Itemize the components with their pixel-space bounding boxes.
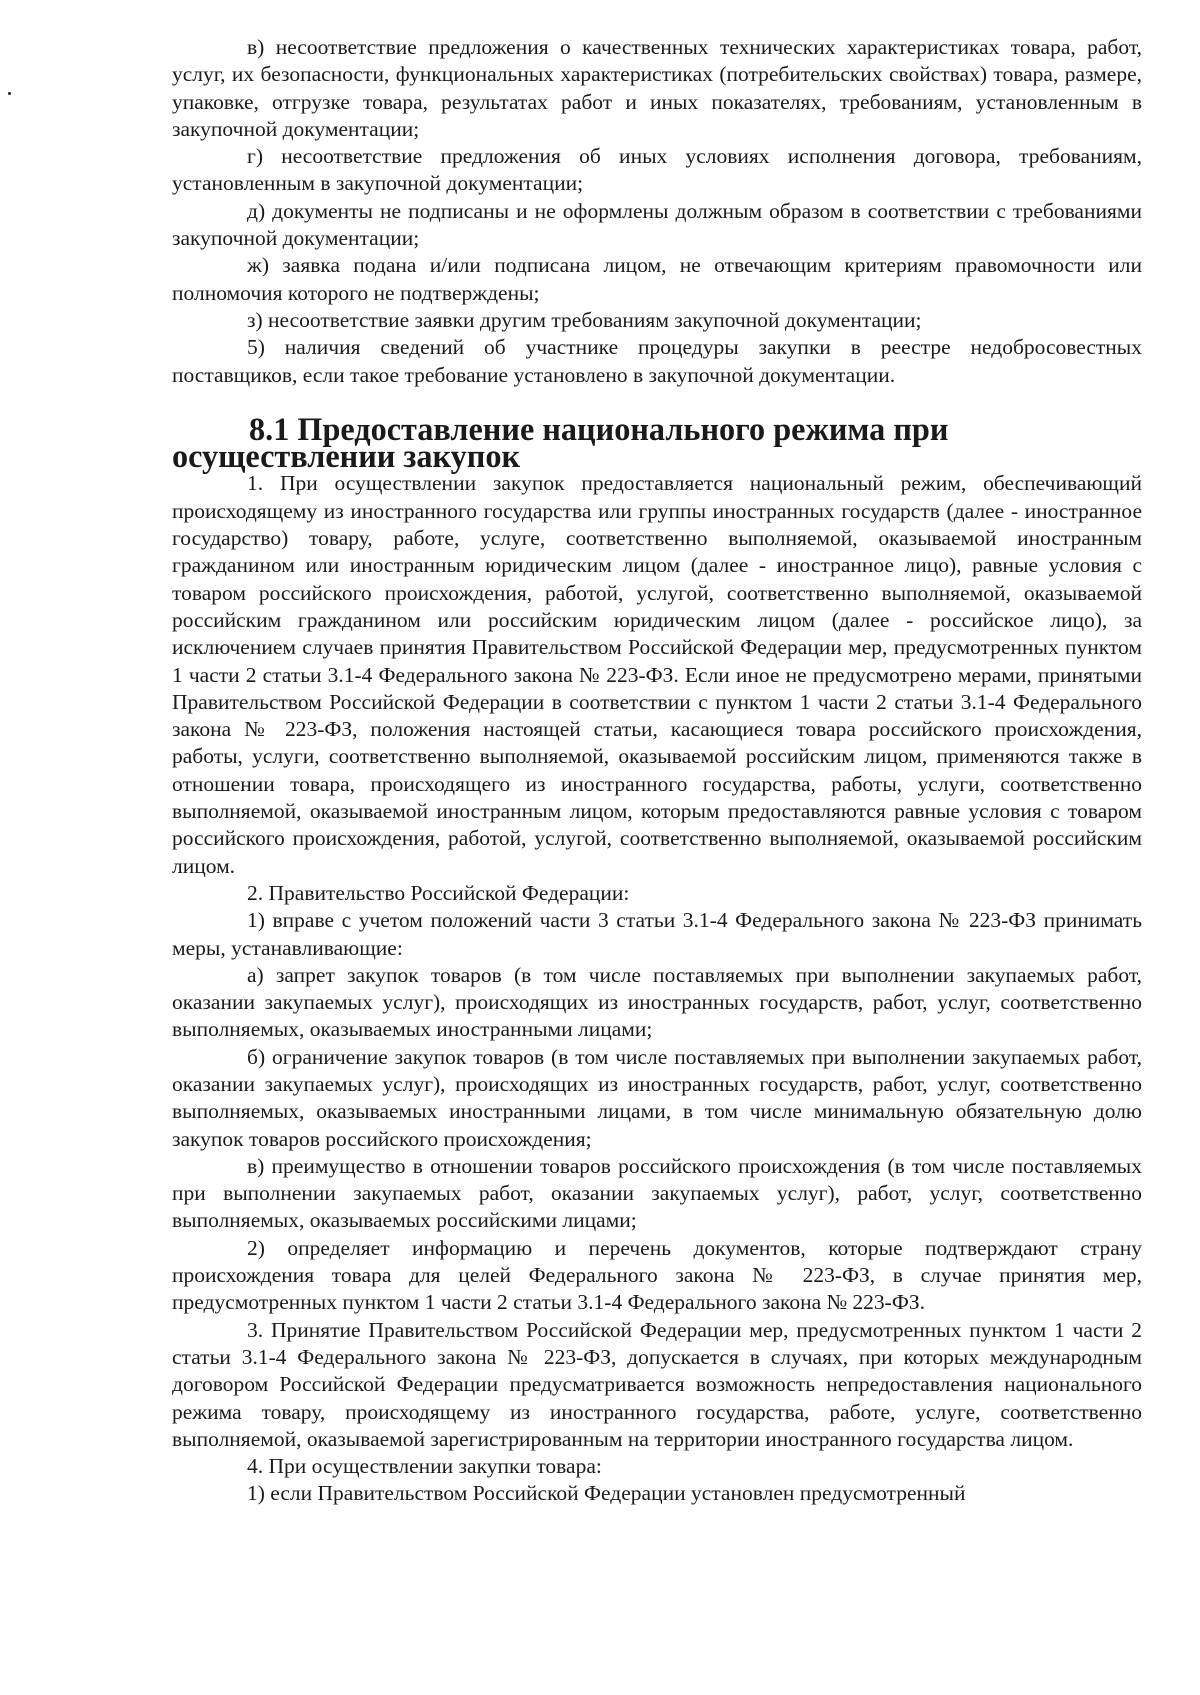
paragraph-measure-b: б) ограничение закупок товаров (в том числе поставляемых при выполнении закупаемых работ, оказании закупаемых услуг), происходящих из иностранных государств, работ, услуг, соответственно выполняемых, оказываемых иностранными лицами, в том числе минимальную обязательную долю закупок товаров российского происхождения; xyxy=(172,1044,1142,1151)
paragraph-purchase-4: 4. При осуществлении закупки товара: xyxy=(247,1454,602,1479)
paragraph-adoption-3: 3. Принятие Правительством Российской Федерации мер, предусмотренных пунктом 1 части 2 статьи 3.1-4 Федерального закона № 223-ФЗ, допускается в случаях, при которых международным договором Российской Федерации предусматривается возможность непредоставления национального режима товару, происходящему из иностранного государства, работе, услуге, соответственно выполняемой, оказываемой зарегистрированным на территории иностранного государства лицом. xyxy=(172,1317,1142,1451)
paragraph-item-z: з) несоответствие заявки другим требованиям закупочной документации; xyxy=(247,307,922,332)
paragraph-measures-1: 1) вправе с учетом положений части 3 статьи 3.1-4 Федерального закона № 223-ФЗ принимать меры, устанавливающие: xyxy=(172,908,1142,960)
paragraph-measure-v: в) преимущество в отношении товаров российского происхождения (в том числе поставляемых при выполнении закупаемых работ, оказании закупаемых услуг), работ, услуг, соответственно выполняемых, оказываемых российскими лицами; xyxy=(172,1153,1142,1233)
paragraph-government-2: 2. Правительство Российской Федерации: xyxy=(247,880,630,905)
section-heading: 8.1 Предоставление национального режима при осуществлении закупок xyxy=(172,410,949,475)
paragraph-measure-a: а) запрет закупок товаров (в том числе поставляемых при выполнении закупаемых работ, оказании закупаемых услуг), происходящих из иностранных государств, работ, услуг, соответственно выполняемых, оказываемых иностранными лицами; xyxy=(172,962,1142,1042)
scan-speck xyxy=(8,92,11,95)
paragraph-item-g: г) несоответствие предложения об иных условиях исполнения договора, требованиям, установленным в закупочной документации; xyxy=(172,144,1142,196)
paragraph-item-v: в) несоответствие предложения о качественных технических характеристиках товара, работ, услуг, их безопасности, функциональных характеристиках (потребительских свойствах) товара, размере, упаковке, отгрузке товара, результатах работ и иных показателях, требованиям, установленным в закупочной документации; xyxy=(172,35,1142,141)
paragraph-national-regime-1: 1. При осуществлении закупок предоставляется национальный режим, обеспечивающий происходящему из иностранного государства или группы иностранных государств (далее - иностранное государство) товару, работе, услуге, соответственно выполняемой, оказываемой иностранным гражданином или иностранным юридическим лицом (далее - иностранное лицо), равные условия с товаром российского происхождения, работой, услугой, соответственно выполняемой, оказываемой российским гражданином или российским юридическим лицом (далее - российское лицо), за исключением случаев принятия Правительством Российской Федерации мер, предусмотренных пунктом 1 части 2 статьи 3.1-4 Федерального закона № 223-ФЗ. Если иное не предусмотрено мерами, принятыми Правительством Российской Федерации в соответствии с пунктом 1 части 2 статьи 3.1-4 Федерального закона № 223-ФЗ, положения настоящей статьи, касающиеся товара российского происхождения, работы, услуги, соответственно выполняемой, оказываемой российским лицом, применяются также в отношении товара, происходящего из иностранного государства, работы, услуги, соответственно выполняемой, оказываемой иностранным лицом, которым предоставляются равные условия с товаром российского происхождения, работой, услугой, соответственно выполняемой, оказываемой российским лицом. xyxy=(172,471,1142,878)
paragraph-item-5: 5) наличия сведений об участнике процедуры закупки в реестре недобросовестных поставщиков, если такое требование установлено в закупочной документации. xyxy=(172,335,1142,387)
document-page xyxy=(172,34,1142,1508)
paragraph-item-zh: ж) заявка подана и/или подписана лицом, не отвечающим критериям правомочности или полномочия которого не подтверждены; xyxy=(172,253,1142,305)
paragraph-purchase-4-1: 1) если Правительством Российской Федерации установлен предусмотренный xyxy=(247,1481,966,1506)
paragraph-measures-2: 2) определяет информацию и перечень документов, которые подтверждают страну происхождения товара для целей Федерального закона № 223-ФЗ, в случае принятия мер, предусмотренных пунктом 1 части 2 статьи 3.1-4 Федерального закона № 223-ФЗ. xyxy=(172,1235,1142,1315)
paragraph-item-d: д) документы не подписаны и не оформлены должным образом в соответствии с требованиями закупочной документации; xyxy=(172,198,1142,251)
